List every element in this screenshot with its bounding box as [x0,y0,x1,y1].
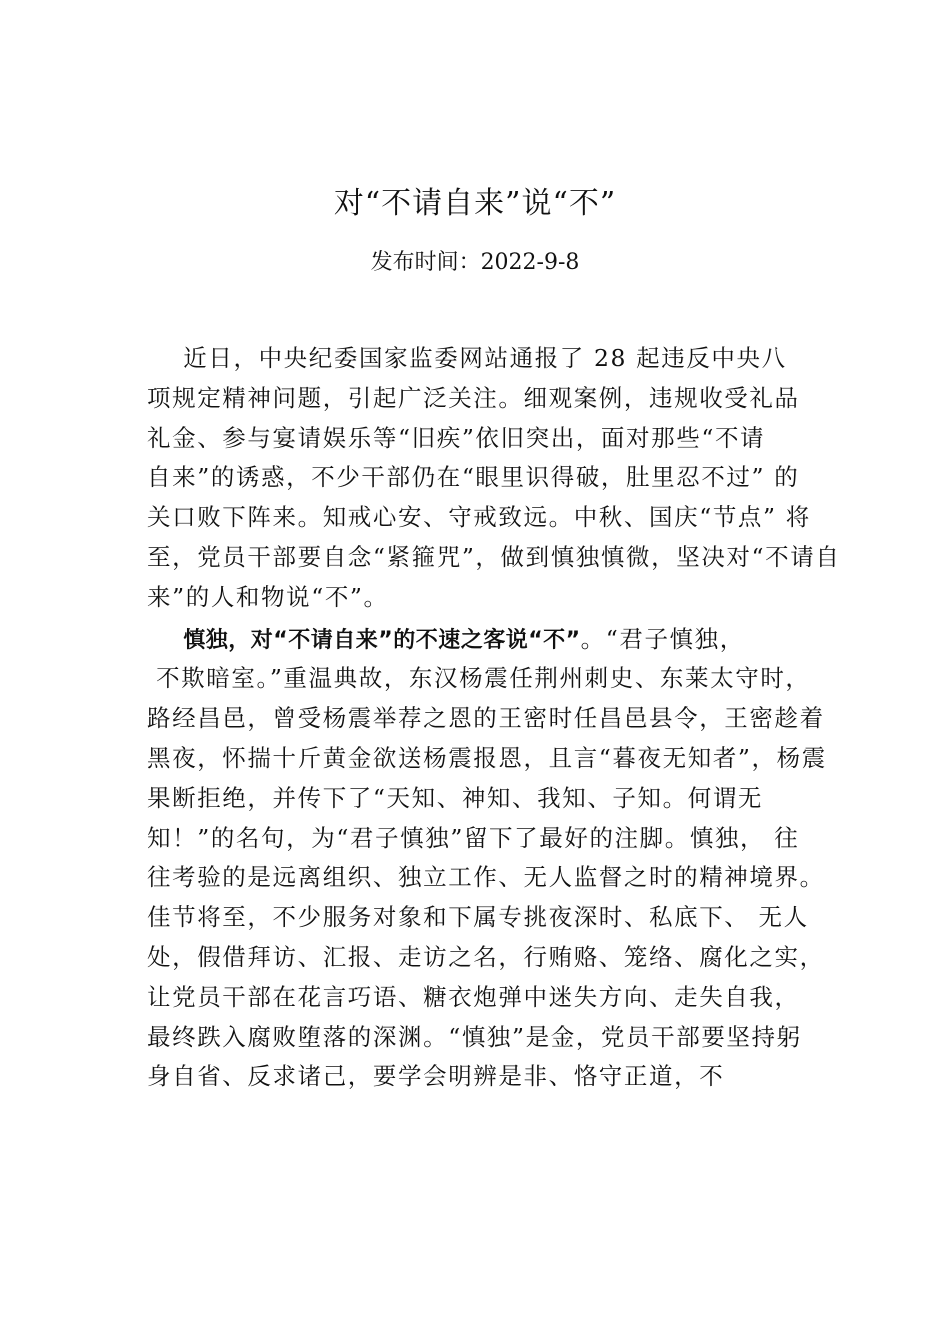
text-line [147,620,827,660]
text-line: 最终跌入腐败堕落的深渊。“慎独”是金，党员干部要坚持躬 [147,1022,802,1051]
article-title: 对“不请自来”说“不” [333,186,617,221]
text-span: 。“君子慎独， [580,624,745,653]
paragraph-1 [147,339,841,618]
text-line: 果断拒绝，并传下了“天知、神知、我知、子知。何谓无 [147,783,764,812]
text-line: 处，假借拜访、汇报、走访之名，行贿赂、笼络、腐化之实， [147,942,825,971]
publish-date: 发布时间：2022-9-8 [370,250,580,275]
text-line: 让党员干部在花言巧语、糖衣炮弹中迷失方向、走失自我， [147,982,800,1011]
text-line: 近日，中央纪委国家监委网站通报了 28 起违反中央八 [147,344,787,372]
text-line: 黑夜，怀揣十斤黄金欲送杨震报恩，且言“暮夜无知者”，杨震 [147,743,827,772]
paragraph-lead-heading: 慎独，对“不请自来”的不速之客说“不” [183,627,581,653]
text-line: 来”的人和物说“不”。 [147,582,389,611]
text-line: 往考验的是远离组织、独立工作、无人监督之时的精神境界。 [147,863,825,892]
text-line: 身自省、反求诸己，要学会明辨是非、恪守正道，不 [147,1062,725,1091]
text-line: 关口败下阵来。知戒心安、守戒致远。中秋、国庆“节点” 将 [147,503,811,532]
text-line: 至，党员干部要自念“紧箍咒”，做到慎独慎微，坚决对“不请自 [147,542,841,571]
text-line: 路经昌邑，曾受杨震举荐之恩的王密时任昌邑县令，王密趁着 [147,704,825,733]
article-body [147,339,841,1097]
text-line: 佳节将至，不少服务对象和下属专挑夜深时、私底下、 无人 [147,903,809,932]
text-line: 项规定精神问题，引起广泛关注。细观案例，违规收受礼品 [147,383,800,412]
text-line: 礼金、参与宴请娱乐等“旧疾”依旧突出，面对那些“不请 [147,423,766,452]
text-line: 不欺暗室。”重温典故，东汉杨震任荆州刺史、东莱太守时， [147,664,811,693]
text-line: 知！”的名句，为“君子慎独”留下了最好的注脚。慎独， 往 [147,823,800,852]
paragraph-2 [147,620,827,1098]
text-line: 自来”的诱惑，不少干部仍在“眼里识得破，肚里忍不过” 的 [147,463,800,492]
